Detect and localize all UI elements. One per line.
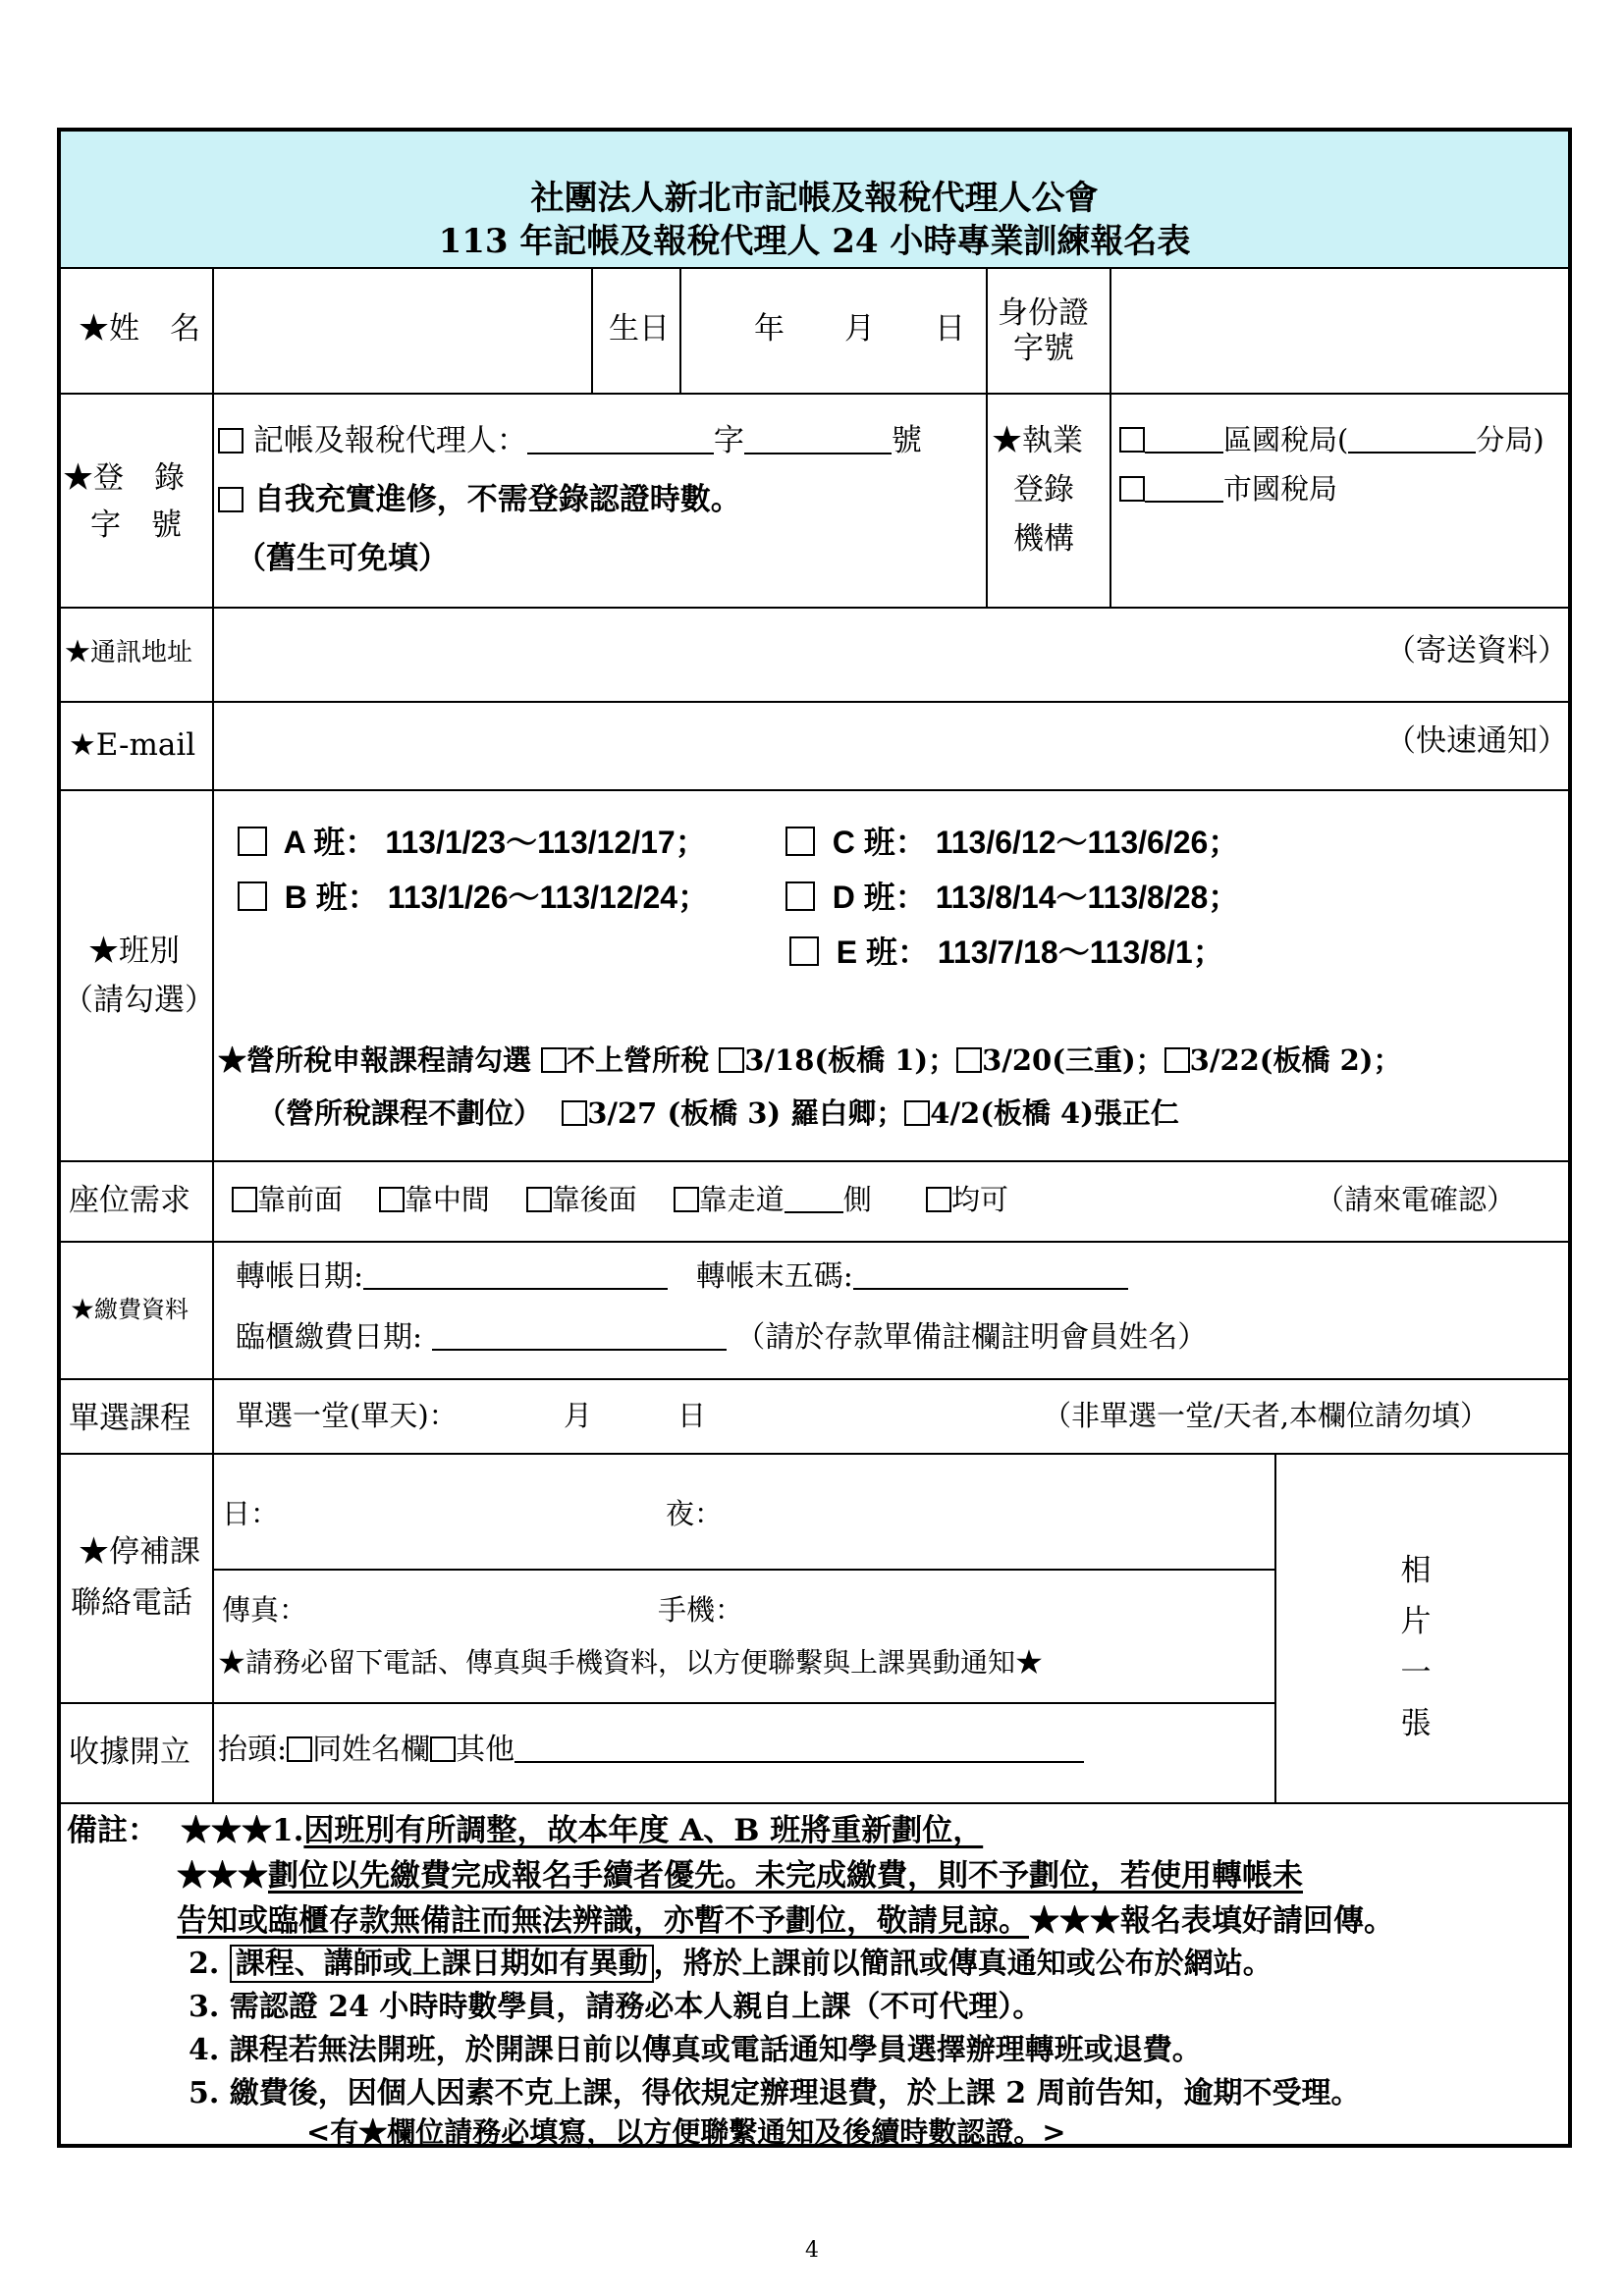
tax-opt2-checkbox[interactable] — [956, 1047, 982, 1073]
class-e-suffix: 班： — [866, 934, 930, 970]
single-course-day: 日 — [677, 1399, 707, 1432]
class-d-code: D — [832, 880, 855, 915]
notes-footer: <有★欄位請務必填寫，以方便聯繫通知及後續時數認證。> — [306, 2115, 1066, 2149]
seat-label: 座位需求 — [69, 1183, 190, 1218]
class-c-checkbox[interactable] — [785, 827, 815, 856]
receipt-other-blank[interactable] — [514, 1761, 1084, 1763]
agency-branch-blank[interactable] — [1348, 452, 1476, 454]
id-label-line2: 字號 — [1013, 331, 1074, 366]
note-4: 4. 課程若無法開班，於開課日前以傳真或電話通知學員選擇辦理轉班或退費。 — [189, 2033, 1202, 2067]
note-1b-stars: ★★★ — [177, 1858, 268, 1894]
birth-year-unit: 年 — [754, 311, 785, 347]
seat-hint: （請來電確認） — [1316, 1183, 1516, 1216]
tax-opt5-text: 4/2(板橋 4)張正仁 — [930, 1096, 1179, 1130]
reg-agent-checkbox[interactable] — [218, 428, 244, 454]
note-3: 3. 需認證 24 小時時數學員，請務必本人親自上課（不可代理）。 — [189, 1990, 1043, 2024]
photo-char-2: 片 — [1400, 1604, 1432, 1639]
payment-label: ★繳費資料 — [71, 1296, 189, 1323]
seat-aisle-blank[interactable] — [785, 1211, 843, 1213]
name-label: ★姓 名 — [79, 311, 200, 347]
note-1c-tail: 報名表填好請回傳。 — [1120, 1903, 1394, 1939]
counter-date-blank[interactable] — [432, 1349, 727, 1351]
note-2-boxed: 課程、講師或上課日期如有異動 — [230, 1945, 654, 1983]
seat-options — [232, 1183, 1009, 1216]
note-1c-stars: ★★★ — [1029, 1903, 1120, 1939]
note-1b-text: 劃位以先繳費完成報名手續者優先。未完成繳費，則不予劃位，若使用轉帳未 — [268, 1858, 1303, 1894]
class-b-code: B — [284, 880, 307, 915]
address-label: ★通訊地址 — [65, 638, 193, 667]
class-c-dates: 113/6/12～113/6/26； — [935, 825, 1240, 860]
mobile-label: 手機： — [658, 1593, 744, 1627]
class-option-d[interactable] — [785, 881, 1239, 913]
transfer-last5-blank[interactable] — [853, 1288, 1128, 1290]
agency-district-text: 區國稅局( — [1223, 423, 1349, 456]
tax-opt5-checkbox[interactable] — [904, 1100, 930, 1126]
class-b-checkbox[interactable] — [238, 881, 267, 911]
class-option-a[interactable] — [238, 827, 707, 858]
phone-label-line1: ★停補課 — [79, 1534, 200, 1570]
birth-month-unit: 月 — [844, 311, 875, 347]
receipt-other-checkbox[interactable] — [430, 1736, 456, 1762]
form-title-course: 113 年記帳及報稅代理人 24 小時專業訓練報名表 — [438, 222, 1191, 261]
agency-district-checkbox[interactable] — [1119, 427, 1145, 453]
address-input-area[interactable] — [218, 613, 1396, 695]
reg-label-line2: 字 號 — [90, 507, 182, 543]
class-option-b[interactable] — [238, 881, 709, 913]
note-2 — [189, 1949, 1272, 1979]
agency-label-line3: 機構 — [1013, 521, 1074, 557]
reg-option-self[interactable] — [218, 482, 741, 517]
class-a-suffix: 班： — [313, 825, 377, 860]
single-course-label: 單選課程 — [69, 1401, 190, 1436]
agency-city-blank[interactable] — [1145, 501, 1223, 503]
agency-label-line1: ★執業 — [992, 423, 1083, 458]
receipt-same-text: 同姓名欄 — [312, 1733, 431, 1767]
note-1-text: 因班別有所調整，故本年度 A、B 班將重新劃位， — [303, 1813, 984, 1848]
reg-self-checkbox[interactable] — [218, 487, 244, 512]
counter-line — [236, 1320, 1208, 1355]
id-number-input-area[interactable] — [1117, 273, 1561, 387]
class-a-checkbox[interactable] — [238, 827, 267, 856]
email-hint: （快速通知） — [1385, 723, 1568, 759]
reg-option-agent[interactable] — [218, 423, 922, 458]
seat-any-text: 均可 — [951, 1183, 1009, 1216]
address-hint: （寄送資料） — [1385, 633, 1568, 668]
class-d-checkbox[interactable] — [785, 881, 815, 911]
reg-label-line1: ★登 錄 — [63, 460, 185, 496]
tax-none-checkbox[interactable] — [541, 1047, 567, 1073]
photo-char-1: 相 — [1400, 1553, 1432, 1588]
class-c-suffix: 班： — [863, 825, 927, 860]
note-1c — [177, 1903, 1394, 1939]
reg-agent-text: 記帳及報稅代理人： — [252, 423, 527, 458]
seat-any-checkbox[interactable] — [926, 1187, 951, 1212]
reg-self-text: 自我充實進修，不需登錄認證時數。 — [253, 482, 741, 517]
fax-label: 傳真： — [222, 1593, 308, 1627]
class-a-code: A — [283, 825, 305, 860]
receipt-other-text: 其他 — [456, 1733, 515, 1767]
phone-label-line2: 聯絡電話 — [71, 1585, 192, 1621]
tax-none-text: 不上營所稅 — [567, 1043, 710, 1077]
agency-district-blank[interactable] — [1145, 452, 1223, 454]
tax-course-label: ★營所稅申報課程請勾選 — [218, 1043, 532, 1077]
photo-char-3: 一 — [1400, 1655, 1432, 1690]
phone-day-label: 日： — [222, 1497, 280, 1530]
photo-char-4: 張 — [1400, 1706, 1432, 1741]
counter-date-label: 臨櫃繳費日期: — [236, 1320, 423, 1355]
agency-option-district[interactable] — [1119, 423, 1544, 456]
agency-label-line2: 登錄 — [1013, 472, 1074, 507]
class-a-dates: 113/1/23～113/12/17； — [385, 825, 707, 860]
transfer-date-label: 轉帳日期: — [236, 1259, 364, 1294]
class-option-c[interactable] — [785, 827, 1239, 858]
note-1-num: 1. — [272, 1813, 304, 1848]
class-e-code: E — [836, 934, 858, 970]
counter-note: （請於存款單備註欄註明會員姓名） — [735, 1320, 1208, 1355]
note-1 — [181, 1813, 984, 1848]
class-e-dates: 113/7/18～113/8/1； — [937, 934, 1224, 970]
receipt-options — [218, 1735, 1084, 1765]
receipt-label: 收據開立 — [69, 1735, 190, 1770]
seat-aisle-side: 側 — [842, 1183, 872, 1216]
class-c-code: C — [832, 825, 855, 860]
transfer-line — [236, 1259, 1128, 1294]
page-number: 4 — [805, 2238, 819, 2263]
class-label-line1: ★班別 — [88, 934, 180, 969]
agency-option-city[interactable] — [1119, 472, 1338, 506]
class-b-suffix: 班： — [315, 880, 379, 915]
note-1-stars: ★★★ — [181, 1813, 272, 1848]
tax-opt4-checkbox[interactable] — [562, 1100, 587, 1126]
tax-course-line1 — [218, 1043, 1402, 1077]
note-2-text: ，將於上課前以簡訊或傳真通知或公布於網站。 — [653, 1947, 1272, 1981]
agency-branch-text: 分局) — [1476, 423, 1544, 456]
seat-aisle-checkbox[interactable] — [674, 1187, 699, 1212]
tax-opt4-text: 3/27 (板橋 3) 羅白卿； — [587, 1096, 905, 1130]
note-1c-text: 告知或臨櫃存款無備註而無法辨識，亦暫不予劃位，敬請見諒。 — [177, 1903, 1029, 1939]
birthday-label: 生日 — [609, 311, 670, 347]
class-d-suffix: 班： — [863, 880, 927, 915]
reg-note: （舊生可免填） — [236, 541, 449, 576]
phone-night-label: 夜： — [666, 1497, 724, 1530]
class-option-e[interactable] — [789, 936, 1224, 968]
tax-course-line2 — [257, 1096, 1179, 1130]
email-input-area[interactable] — [218, 707, 1396, 785]
tax-opt2-text: 3/20(三重)； — [982, 1043, 1164, 1077]
id-label-line1: 身份證 — [998, 295, 1089, 331]
phone-note: ★請務必留下電話、傳真與手機資料，以方便聯繫與上課異動通知★ — [218, 1646, 1044, 1679]
name-input-area[interactable] — [218, 273, 585, 387]
agency-city-checkbox[interactable] — [1119, 476, 1145, 502]
class-b-dates: 113/1/26～113/12/24； — [387, 880, 710, 915]
receipt-same-checkbox[interactable] — [287, 1736, 312, 1762]
seat-middle-text: 靠中間 — [404, 1183, 490, 1216]
agency-city-text: 市國稅局 — [1223, 472, 1338, 506]
tax-note: （營所稅課程不劃位） — [257, 1096, 543, 1130]
tax-opt1-checkbox[interactable] — [719, 1047, 744, 1073]
class-e-checkbox[interactable] — [789, 936, 819, 966]
birth-day-unit: 日 — [935, 311, 965, 347]
seat-front-checkbox[interactable] — [232, 1187, 257, 1212]
reg-zi-blank[interactable] — [527, 453, 714, 454]
notes-label: 備註： — [67, 1813, 158, 1848]
note-2-num: 2. — [189, 1947, 220, 1981]
seat-front-text: 靠前面 — [257, 1183, 344, 1216]
registration-form — [57, 128, 1572, 2148]
tax-opt3-checkbox[interactable] — [1164, 1047, 1190, 1073]
seat-aisle-text: 靠走道 — [698, 1183, 785, 1216]
seat-back-checkbox[interactable] — [526, 1187, 552, 1212]
class-d-dates: 113/8/14～113/8/28； — [935, 880, 1240, 915]
receipt-head-label: 抬頭: — [218, 1733, 288, 1767]
transfer-last5-label: 轉帳末五碼: — [695, 1259, 853, 1294]
photo-placeholder — [1386, 1545, 1445, 1749]
note-1b — [177, 1858, 1303, 1894]
single-course-text: 單選一堂(單天)： — [236, 1399, 458, 1432]
note-5: 5. 繳費後，因個人因素不克上課，得依規定辦理退費，於上課 2 周前告知，逾期不受理。 — [189, 2076, 1361, 2110]
class-label-line2: （請勾選） — [63, 983, 215, 1018]
single-course-note: （非單選一堂/天者,本欄位請勿填） — [1043, 1399, 1489, 1432]
tax-opt1-text: 3/18(板橋 1)； — [744, 1043, 957, 1077]
reg-zi: 字 — [713, 423, 744, 458]
seat-middle-checkbox[interactable] — [379, 1187, 405, 1212]
single-course-month: 月 — [564, 1399, 593, 1432]
reg-hao: 號 — [891, 423, 922, 458]
form-title-org: 社團法人新北市記帳及報稅代理人公會 — [530, 179, 1099, 218]
tax-opt3-text: 3/22(板橋 2)； — [1189, 1043, 1402, 1077]
reg-hao-blank[interactable] — [744, 453, 892, 454]
transfer-date-blank[interactable] — [363, 1288, 668, 1290]
email-label: ★E-mail — [69, 727, 196, 763]
seat-back-text: 靠後面 — [551, 1183, 637, 1216]
